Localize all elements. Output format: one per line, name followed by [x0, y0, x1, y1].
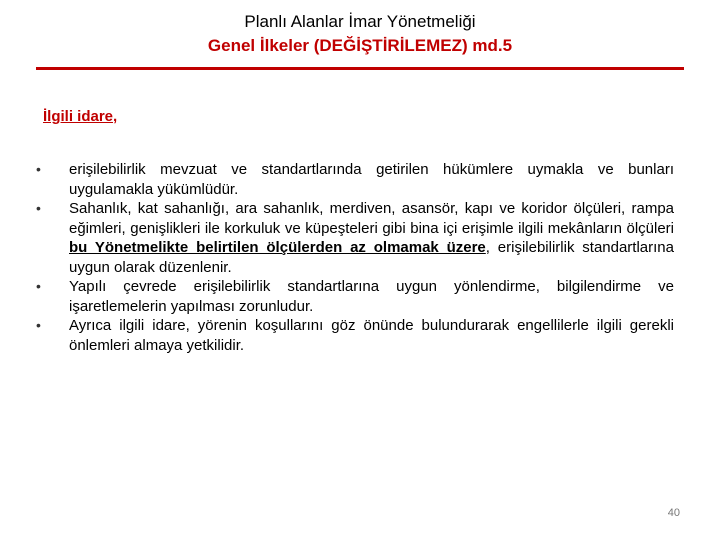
bullet-item [36, 316, 674, 355]
bullet-emphasis: bu Yönetmelikte belirtilen ölçülerden az olmamak üzere [69, 239, 486, 256]
bullet-text: erişilebilirlik mevzuat ve standartlarında getirilen hükümlere uymakla ve bunları uygulamakla yükümlüdür. [69, 161, 674, 198]
bullet-text: Sahanlık, kat sahanlığı, ara sahanlık, merdiven, asansör, kapı ve koridor ölçüleri, rampa eğimleri, genişlikleri ile korkuluk ve küpeşteleri gibi bina içi erişimle ilgili mekânların ölçüleri [69, 200, 674, 237]
slide-subtitle: Genel İlkeler (DEĞİŞTİRİLEMEZ) md.5 [207, 36, 513, 55]
bullet-item [36, 199, 674, 277]
bullet-text: Ayrıca ilgili idare, yörenin koşullarını göz önünde bulundurarak engellilerle ilgili gerekli önlemleri almaya yetkilidir. [69, 317, 674, 354]
bullet-text-tail: , erişilebilirlik standartlarına uygun olarak düzenlenir. [69, 239, 674, 276]
section-heading: İlgili idare, [43, 108, 118, 125]
bullet-icon: • [36, 161, 41, 177]
bullet-item [36, 160, 674, 199]
slide-title: Planlı Alanlar İmar Yönetmeliği [244, 12, 476, 31]
bullet-text: Yapılı çevrede erişilebilirlik standartlarına uygun yönlendirme, bilgilendirme ve işaretlemelerin yapılması zorunludur. [69, 278, 674, 315]
bullet-icon: • [36, 317, 41, 333]
title-divider [36, 67, 684, 70]
bullet-item [36, 277, 674, 316]
bullet-icon: • [36, 278, 41, 294]
bullet-list [36, 160, 674, 355]
page-number: 40 [667, 507, 680, 519]
bullet-icon: • [36, 200, 41, 216]
